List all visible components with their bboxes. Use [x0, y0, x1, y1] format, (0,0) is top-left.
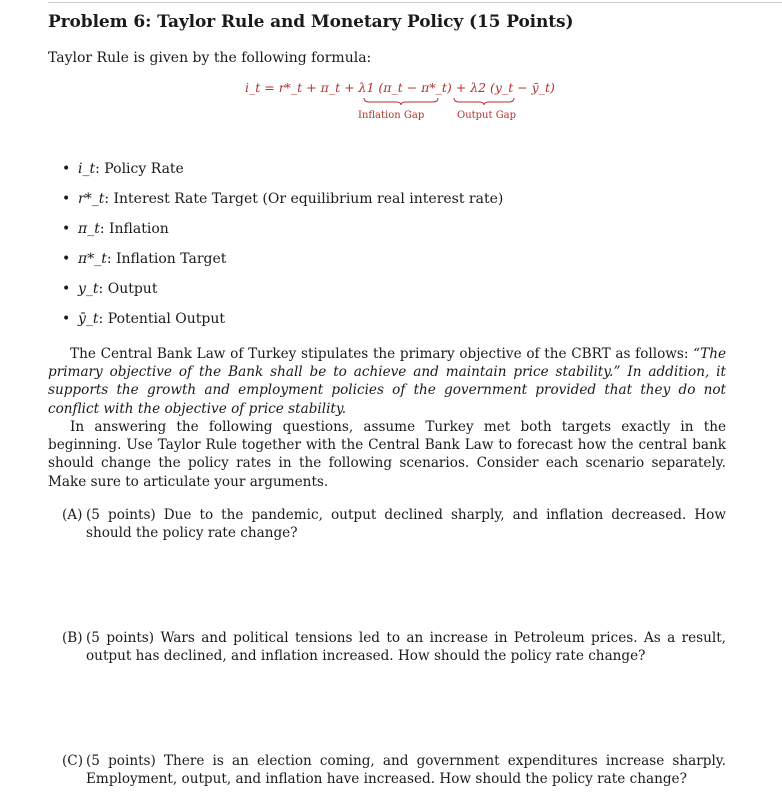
formula-text: i_t = r*_t + π_t + λ1 (π_t − π*_t) + λ2 (y_t − ȳ_t) [245, 80, 555, 95]
instructions-paragraph: In answering the following questions, assume Turkey met both targets exactly in the beginning. Use Taylor Rule together with the Central Bank Law to forecast how the central bank should change the policy rates in the following scenarios. Consider each scenario separately. Make sure to articulate your arguments. [48, 419, 726, 490]
bullet-icon: • [62, 161, 71, 177]
variable-list [62, 158, 503, 338]
taylor-formula [225, 80, 555, 128]
variable-symbol: i_t [78, 161, 96, 177]
law-lead: The Central Bank Law of Turkey stipulates the primary objective of the CBRT as follows: [70, 346, 689, 362]
output-gap-brace [453, 97, 515, 105]
variable-symbol: π_t [78, 221, 100, 237]
variable-symbol: π*_t [78, 251, 107, 267]
variable-desc: Interest Rate Target (Or equilibrium real interest rate) [113, 191, 504, 207]
cbrt-law-paragraph [48, 345, 726, 418]
question-text: (5 points) Due to the pandemic, output declined sharply, and inflation decreased. How should the policy rate change? [86, 507, 726, 542]
list-item: • y_t: Output [62, 278, 503, 308]
variable-desc: Policy Rate [104, 161, 184, 177]
bullet-icon: • [62, 251, 71, 267]
question-label: (A) [62, 507, 83, 523]
question-label: (C) [62, 753, 84, 769]
question-text: (5 points) Wars and political tensions led to an increase in Petroleum prices. As a result, output has declined, and inflation increased. How should the policy rate change? [86, 630, 726, 665]
variable-desc: Inflation [109, 221, 169, 237]
bullet-icon: • [62, 281, 71, 297]
question-label: (B) [62, 630, 83, 646]
variable-symbol: y_t [78, 281, 99, 297]
bullet-icon: • [62, 221, 71, 237]
output-gap-label: Output Gap [457, 110, 517, 121]
variable-symbol: ȳ_t [78, 311, 99, 327]
question-c [62, 752, 726, 788]
variable-desc: Output [107, 281, 158, 297]
inflation-gap-label: Inflation Gap [358, 110, 425, 121]
top-rule [48, 2, 782, 3]
list-item: • π*_t: Inflation Target [62, 248, 503, 278]
formula-equation [245, 80, 555, 95]
law-quote: “The primary objective of the Bank shall be to achieve and maintain price stability.” In addition, it supports the growth and employment policies of the government provided that they do not conflict with the objective of price stability. [48, 346, 726, 417]
list-item: • i_t: Policy Rate [62, 158, 503, 188]
list-item: • r*_t: Interest Rate Target (Or equilibrium real interest rate) [62, 188, 503, 218]
list-item: • ȳ_t: Potential Output [62, 308, 503, 338]
question-a [62, 506, 726, 542]
question-b [62, 629, 726, 665]
variable-desc: Inflation Target [116, 251, 227, 267]
inflation-gap-brace [363, 97, 439, 105]
variable-desc: Potential Output [107, 311, 226, 327]
list-item: • π_t: Inflation [62, 218, 503, 248]
bullet-icon: • [62, 311, 71, 327]
intro-text: Taylor Rule is given by the following formula: [48, 50, 372, 66]
question-text: (5 points) There is an election coming, and government expenditures increase sharply. Employment, output, and inflation have increased. How should the policy rate change? [86, 753, 726, 788]
problem-title: Problem 6: Taylor Rule and Monetary Policy (15 Points) [48, 12, 574, 32]
bullet-icon: • [62, 191, 71, 207]
variable-symbol: r*_t [78, 191, 105, 207]
